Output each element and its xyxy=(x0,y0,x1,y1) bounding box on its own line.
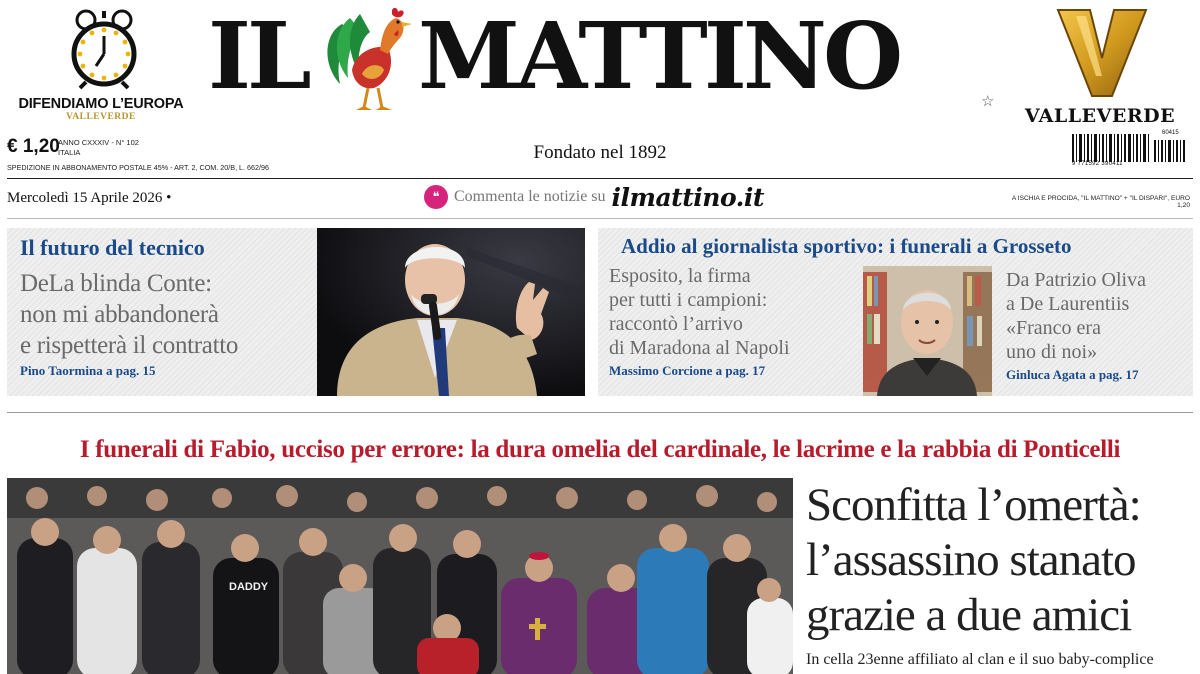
headline-line: «Franco era xyxy=(1006,317,1101,339)
headline-line: grazie a due amici xyxy=(806,589,1132,641)
comment-site-link[interactable]: ilmattino.it xyxy=(611,182,764,212)
price: € 1,20 xyxy=(7,136,60,157)
issue-date: Mercoledì 15 Aprile 2026 • xyxy=(7,190,172,206)
headline-line: Sconfitta l’omertà: xyxy=(806,479,1141,531)
headline-line: uno di noi» xyxy=(1006,341,1098,363)
logo-il[interactable]: IL xyxy=(208,2,308,110)
esposito-portrait xyxy=(863,266,992,396)
funeral-crowd-photo xyxy=(7,478,793,674)
alarm-clock-icon xyxy=(70,8,138,90)
chat-bubble-icon: ❝ xyxy=(424,185,448,209)
headline-line: non mi abbandonerà xyxy=(20,301,219,328)
valleverde-ad[interactable] xyxy=(1012,4,1192,126)
story-left-byline: Pino Taormina a pag. 15 xyxy=(20,363,156,378)
barcode-number: 9 771592 390411 xyxy=(1072,161,1123,167)
main-kicker[interactable]: I funerali di Fabio, ucciso per errore: la dura omelia del cardinale, le lacrime e la rabbia di Ponticelli xyxy=(79,436,1121,463)
headline-line: Esposito, la firma xyxy=(609,265,751,287)
ischia-price-note: A ISCHIA E PROCIDA, "IL MATTINO" + "IL DISPARI", EURO 1,20 xyxy=(1011,195,1190,209)
postal-note: SPEDIZIONE IN ABBONAMENTO POSTALE 45% - ART. 2, COM. 20/B, L. 662/96 xyxy=(7,163,270,172)
valleverde-v-logo-icon xyxy=(1056,6,1148,100)
rooster-logo-icon xyxy=(322,4,420,116)
section-rule xyxy=(7,412,1193,413)
barcode-code: 60415 xyxy=(1162,130,1179,136)
difendiamo-europa-badge xyxy=(6,4,196,126)
story-right-kicker: Addio al giornalista sportivo: i funerali a Grosseto xyxy=(621,234,1072,258)
headline-line: Da Patrizio Oliva xyxy=(1006,269,1146,291)
barcode-bars xyxy=(1070,134,1190,164)
logo-mattino[interactable]: MATTINO xyxy=(418,2,900,110)
star-icon: ☆ xyxy=(981,92,995,110)
issue-line-2: ITALIA xyxy=(58,148,81,157)
headline-line: per tutti i campioni: xyxy=(609,289,768,311)
valleverde-brand: VALLEVERDE xyxy=(1024,105,1176,127)
headline-line: e rispetterà il contratto xyxy=(20,332,239,359)
infobar-rule xyxy=(7,218,1193,219)
shirt-text: DADDY xyxy=(229,581,269,593)
headline-line: a De Laurentiis xyxy=(1006,293,1130,315)
barcode xyxy=(1070,130,1190,170)
story-right-right-byline: Ginluca Agata a pag. 17 xyxy=(1006,367,1139,382)
issue-line-1: ANNO CXXXIV - N° 102 xyxy=(58,138,139,147)
story-right-left-headline xyxy=(609,264,790,360)
comment-banner[interactable] xyxy=(424,182,764,212)
comment-text: Commenta le notizie su xyxy=(454,188,606,205)
headline-line: di Maradona al Napoli xyxy=(609,337,790,359)
headline-line: l’assassino stanato xyxy=(806,534,1136,586)
story-right-panel[interactable] xyxy=(598,228,1193,396)
story-right-left-byline: Massimo Corcione a pag. 17 xyxy=(609,363,766,378)
badge-title: DIFENDIAMO L’EUROPA xyxy=(18,96,184,112)
main-subhead: In cella 23enne affiliato al clan e il suo baby-complice xyxy=(806,651,1154,668)
story-left-panel[interactable] xyxy=(7,228,317,396)
headline-line: raccontò l’arrivo xyxy=(609,313,743,335)
badge-sponsor: VALLEVERDE xyxy=(66,112,136,122)
story-left-kicker: Il futuro del tecnico xyxy=(20,235,205,260)
de-laurentiis-photo xyxy=(317,228,585,396)
headline-line: DeLa blinda Conte: xyxy=(20,270,212,297)
main-headline[interactable] xyxy=(806,478,1196,643)
story-right-right-headline xyxy=(1006,268,1146,364)
issue-info xyxy=(58,138,139,158)
masthead-rule xyxy=(7,178,1193,179)
story-left-headline xyxy=(20,268,238,361)
founded-line: Fondato nel 1892 xyxy=(533,142,667,163)
